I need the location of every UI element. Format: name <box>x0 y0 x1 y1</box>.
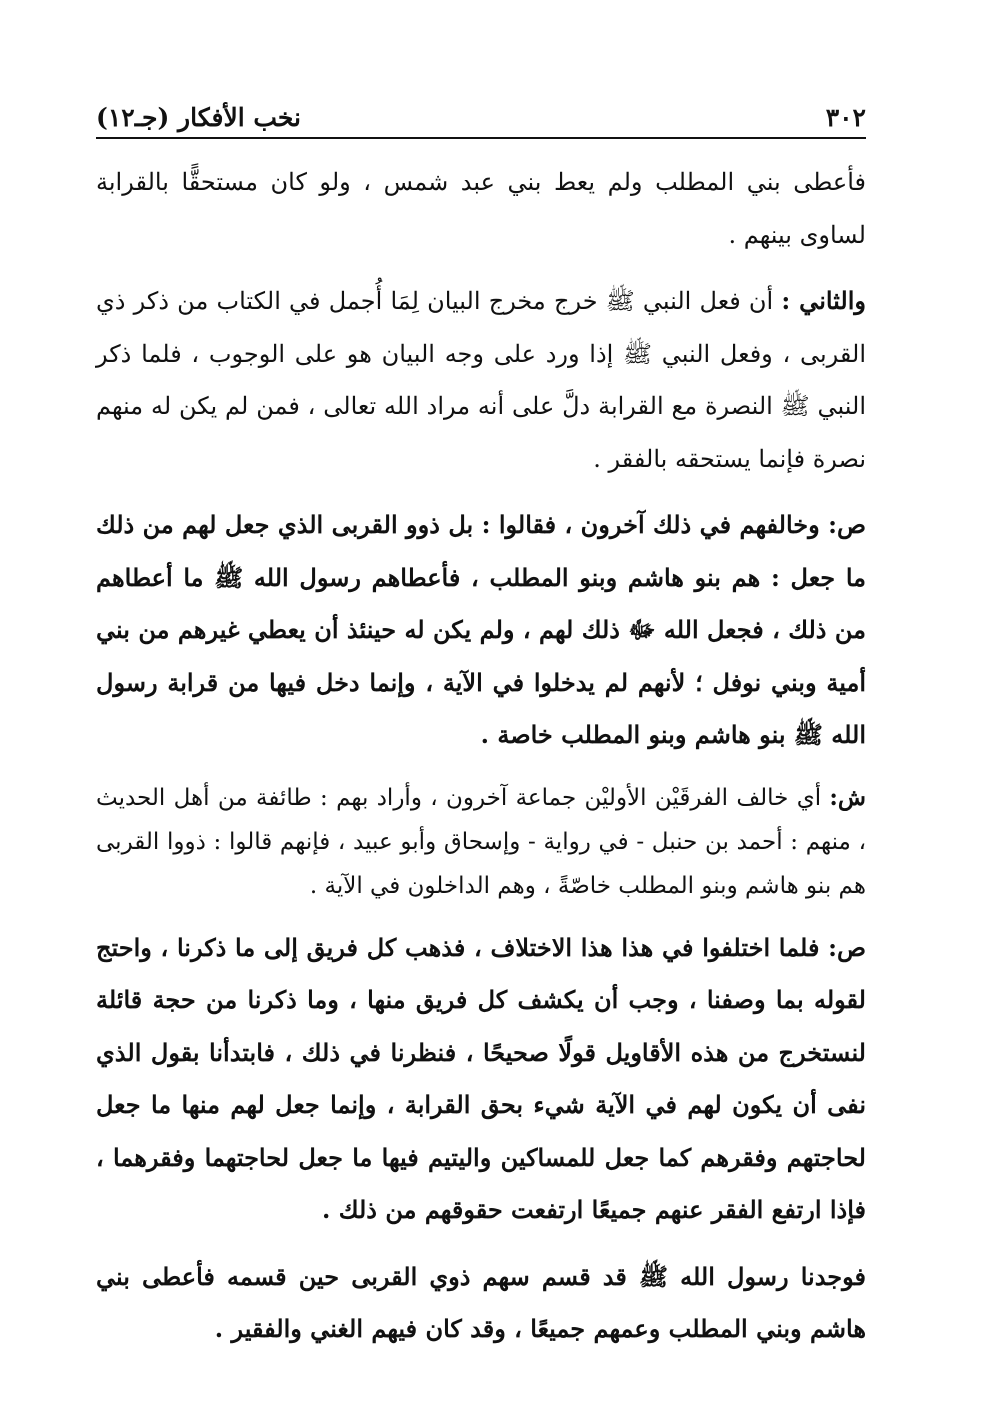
header-rule <box>96 137 866 139</box>
paragraph-5-lead: ص: <box>828 932 866 962</box>
page-number: ٣٠٢ <box>825 103 866 132</box>
page-body <box>96 156 866 1370</box>
paragraph-2 <box>96 275 866 485</box>
book-title: نخب الأفكار (جـ١٢) <box>96 103 302 132</box>
paragraph-4 <box>96 776 866 908</box>
paragraph-6-text: فوجدنا رسول الله ﷺ قد قسم سهم ذوي القربى حين قسمه فأعطى بني هاشم وبني المطلب وعمهم جميعًا ، وقد كان فيهم الغني والفقير . <box>96 1261 866 1343</box>
paragraph-3 <box>96 499 866 762</box>
paragraph-4-lead: ش: <box>829 783 866 811</box>
paragraph-5 <box>96 922 866 1237</box>
paragraph-2-lead: والثاني : <box>781 286 866 315</box>
paragraph-5-text: فلما اختلفوا في هذا هذا الاختلاف ، فذهب كل فريق إلى ما ذكرنا ، واحتج لقوله بما وصفنا ، وجب أن يكشف كل فريق منها ، وما ذكرنا من حجة قائلة لنستخرج من هذه الأقاويل قولًا صحيحًا ، فنظرنا في ذلك ، فابتدأنا بقول الذي نفى أن يكون لهم في الآية شيء بحق القرابة ، وإنما جعل لهم منها ما جعل لحاجتهم وفقرهم كما جعل للمساكين واليتيم فيها ما جعل لحاجتهما وفقرهما ، فإذا ارتفع الفقر عنهم جميعًا ارتفعت حقوقهم من ذلك . <box>96 932 866 1224</box>
paragraph-4-text: أي خالف الفرقَيْن الأوليْن جماعة آخرون ، وأراد بهم : طائفة من أهل الحديث ، منهم : أحمد بن حنبل - في رواية - وإسحاق وأبو عبيد ، فإنهم قالوا : ذووا القربى هم بنو هاشم وبنو المطلب خاصّةً ، وهم الداخلون في الآية . <box>96 784 866 899</box>
paragraph-6 <box>96 1251 866 1356</box>
paragraph-1 <box>96 156 866 261</box>
paragraph-1-text: فأعطى بني المطلب ولم يعط بني عبد شمس ، ولو كان مستحقًّا بالقرابة لساوى بينهم . <box>96 168 866 249</box>
paragraph-2-text: أن فعل النبي ﷺ خرج مخرج البيان لِمَا أُجمل في الكتاب من ذكر ذي القربى ، وفعل النبي ﷺ إذا ورد على وجه البيان هو على الوجوب ، فلما ذكر النبي ﷺ النصرة مع القرابة دلَّ على أنه مراد الله تعالى ، فمن لم يكن له منهم نصرة فإنما يستحقه بالفقر . <box>96 287 866 473</box>
paragraph-3-text: وخالفهم في ذلك آخرون ، فقالوا : بل ذوو القربى الذي جعل لهم من ذلك ما جعل : هم بنو هاشم وبنو المطلب ، فأعطاهم رسول الله ﷺ ما أعطاهم من ذلك ، فجعل الله ﷻ ذلك لهم ، ولم يكن له حينئذ أن يعطي غيرهم من بني أمية وبني نوفل ؛ لأنهم لم يدخلوا في الآية ، وإنما دخل فيها من قرابة رسول الله ﷺ بنو هاشم وبنو المطلب خاصة . <box>96 510 866 749</box>
page-header <box>96 92 866 132</box>
paragraph-3-lead: ص: <box>828 510 866 539</box>
